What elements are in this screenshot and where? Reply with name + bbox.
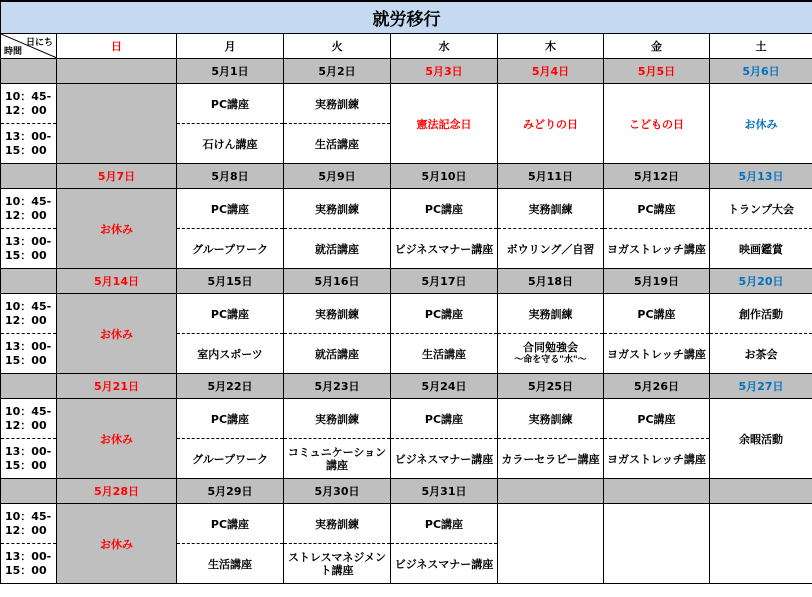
corner-date-label: 日にち: [25, 38, 53, 48]
class-cell: PC講座: [177, 399, 284, 439]
time-pm: [1, 229, 57, 269]
empty-cell: [604, 504, 710, 584]
am-row: [1, 294, 812, 334]
date-cell: 5月30日: [284, 479, 391, 504]
holiday-cell: こどもの日: [604, 84, 710, 164]
time-pm-label: 13：00- 15：00: [5, 234, 52, 262]
time-pm: [1, 124, 57, 164]
time-pm-label: 13：00- 15：00: [5, 129, 52, 157]
empty-cell: [710, 504, 812, 584]
time-am: [1, 189, 57, 229]
class-cell: ヨガストレッチ講座: [604, 439, 710, 479]
weekday-tue: 火: [284, 34, 391, 59]
weekday-fri: 金: [604, 34, 710, 59]
class-cell: 就活講座: [284, 334, 391, 374]
holiday-cell: お休み: [710, 84, 812, 164]
class-cell: ビジネスマナー講座: [391, 544, 498, 584]
date-spacer: [1, 269, 57, 294]
date-row: [1, 374, 812, 399]
class-cell: PC講座: [177, 84, 284, 124]
am-row: [1, 84, 812, 124]
corner-time-label: 時間: [4, 47, 23, 57]
date-spacer: [1, 59, 57, 84]
class-cell: ストレスマネジメント講座: [284, 544, 391, 584]
class-cell: 実務訓練: [284, 504, 391, 544]
class-cell: 生活講座: [284, 124, 391, 164]
class-title: 合同勉強会: [523, 340, 578, 354]
date-spacer: [1, 374, 57, 399]
date-cell: 5月16日: [284, 269, 391, 294]
date-cell: [710, 479, 812, 504]
date-row: [1, 164, 812, 189]
class-cell: 就活講座: [284, 229, 391, 269]
sunday-off-cell: お休み: [57, 504, 177, 584]
class-cell: トランプ大会: [710, 189, 812, 229]
date-cell: 5月28日: [57, 479, 177, 504]
class-cell: 石けん講座: [177, 124, 284, 164]
date-cell: 5月6日: [710, 59, 812, 84]
class-cell: ヨガストレッチ講座: [604, 334, 710, 374]
weekday-thu: 木: [498, 34, 604, 59]
class-cell: PC講座: [604, 189, 710, 229]
date-spacer: [1, 164, 57, 189]
class-cell: 実務訓練: [498, 189, 604, 229]
date-row: [1, 59, 812, 84]
am-row: [1, 504, 812, 544]
title-row: [1, 1, 812, 34]
time-am-label: 10：45- 12：00: [5, 509, 52, 537]
class-cell: グループワーク: [177, 439, 284, 479]
date-cell: [604, 479, 710, 504]
time-am: [1, 504, 57, 544]
class-cell: 実務訓練: [284, 399, 391, 439]
class-cell: 実務訓練: [498, 294, 604, 334]
date-cell: 5月3日: [391, 59, 498, 84]
class-cell: PC講座: [177, 294, 284, 334]
corner-cell: [1, 34, 57, 59]
weekday-wed: 水: [391, 34, 498, 59]
date-cell: 5月20日: [710, 269, 812, 294]
class-cell: [498, 334, 604, 374]
class-cell: コミュニケーション講座: [284, 439, 391, 479]
class-cell: 生活講座: [391, 334, 498, 374]
date-cell: 5月23日: [284, 374, 391, 399]
class-cell: ボウリング／自習: [498, 229, 604, 269]
am-row: [1, 189, 812, 229]
date-cell: [498, 479, 604, 504]
date-cell: 5月19日: [604, 269, 710, 294]
time-am-label: 10：45- 12：00: [5, 404, 52, 432]
date-row: [1, 269, 812, 294]
weekday-sat: 土: [710, 34, 812, 59]
date-cell: 5月4日: [498, 59, 604, 84]
date-row: [1, 479, 812, 504]
class-cell: ビジネスマナー講座: [391, 229, 498, 269]
empty-cell: [498, 504, 604, 584]
am-row: [1, 399, 812, 439]
class-cell: PC講座: [391, 504, 498, 544]
date-cell: 5月21日: [57, 374, 177, 399]
class-cell: 創作活動: [710, 294, 812, 334]
date-spacer: [1, 479, 57, 504]
date-cell: 5月15日: [177, 269, 284, 294]
date-cell: 5月17日: [391, 269, 498, 294]
weekday-mon: 月: [177, 34, 284, 59]
date-cell: 5月2日: [284, 59, 391, 84]
class-cell: 余暇活動: [710, 399, 812, 479]
class-cell: 実務訓練: [284, 294, 391, 334]
class-cell: PC講座: [604, 294, 710, 334]
date-cell: 5月5日: [604, 59, 710, 84]
time-pm-label: 13：00- 15：00: [5, 444, 52, 472]
date-cell: 5月29日: [177, 479, 284, 504]
date-cell: 5月22日: [177, 374, 284, 399]
class-cell: 室内スポーツ: [177, 334, 284, 374]
date-cell: 5月25日: [498, 374, 604, 399]
holiday-cell: みどりの日: [498, 84, 604, 164]
date-cell: 5月31日: [391, 479, 498, 504]
class-cell: 実務訓練: [284, 84, 391, 124]
class-cell: ビジネスマナー講座: [391, 439, 498, 479]
date-cell: 5月18日: [498, 269, 604, 294]
holiday-cell: 憲法記念日: [391, 84, 498, 164]
class-cell: カラーセラピー講座: [498, 439, 604, 479]
class-cell: PC講座: [604, 399, 710, 439]
date-cell: 5月13日: [710, 164, 812, 189]
date-cell: 5月12日: [604, 164, 710, 189]
time-pm-label: 13：00- 15：00: [5, 339, 52, 367]
class-cell: 実務訓練: [284, 189, 391, 229]
class-cell: ヨガストレッチ講座: [604, 229, 710, 269]
time-pm-label: 13：00- 15：00: [5, 549, 52, 577]
date-cell: 5月26日: [604, 374, 710, 399]
weekday-sun: 日: [57, 34, 177, 59]
class-cell: 生活講座: [177, 544, 284, 584]
class-cell: お茶会: [710, 334, 812, 374]
time-am: [1, 399, 57, 439]
weekday-header-row: [1, 34, 812, 59]
class-cell: PC講座: [391, 189, 498, 229]
date-cell: 5月14日: [57, 269, 177, 294]
sunday-empty-cell: [57, 84, 177, 164]
date-cell: 5月10日: [391, 164, 498, 189]
time-pm: [1, 544, 57, 584]
date-cell: 5月27日: [710, 374, 812, 399]
time-am-label: 10：45- 12：00: [5, 194, 52, 222]
date-cell: 5月24日: [391, 374, 498, 399]
page-title: 就労移行: [1, 1, 812, 34]
time-am: [1, 84, 57, 124]
date-cell: 5月9日: [284, 164, 391, 189]
sunday-off-cell: お休み: [57, 189, 177, 269]
time-am: [1, 294, 57, 334]
class-cell: 映画鑑賞: [710, 229, 812, 269]
class-cell: PC講座: [391, 294, 498, 334]
class-cell: PC講座: [177, 504, 284, 544]
time-pm: [1, 334, 57, 374]
class-cell: 実務訓練: [498, 399, 604, 439]
sunday-off-cell: お休み: [57, 294, 177, 374]
date-cell: 5月1日: [177, 59, 284, 84]
class-subtitle: ～命を守る"水"～: [514, 354, 587, 365]
class-cell: PC講座: [391, 399, 498, 439]
date-cell: [57, 59, 177, 84]
time-am-label: 10：45- 12：00: [5, 299, 52, 327]
date-cell: 5月8日: [177, 164, 284, 189]
time-pm: [1, 439, 57, 479]
date-cell: 5月11日: [498, 164, 604, 189]
date-cell: 5月7日: [57, 164, 177, 189]
time-am-label: 10：45- 12：00: [5, 89, 52, 117]
class-cell: グループワーク: [177, 229, 284, 269]
class-cell: PC講座: [177, 189, 284, 229]
sunday-off-cell: お休み: [57, 399, 177, 479]
